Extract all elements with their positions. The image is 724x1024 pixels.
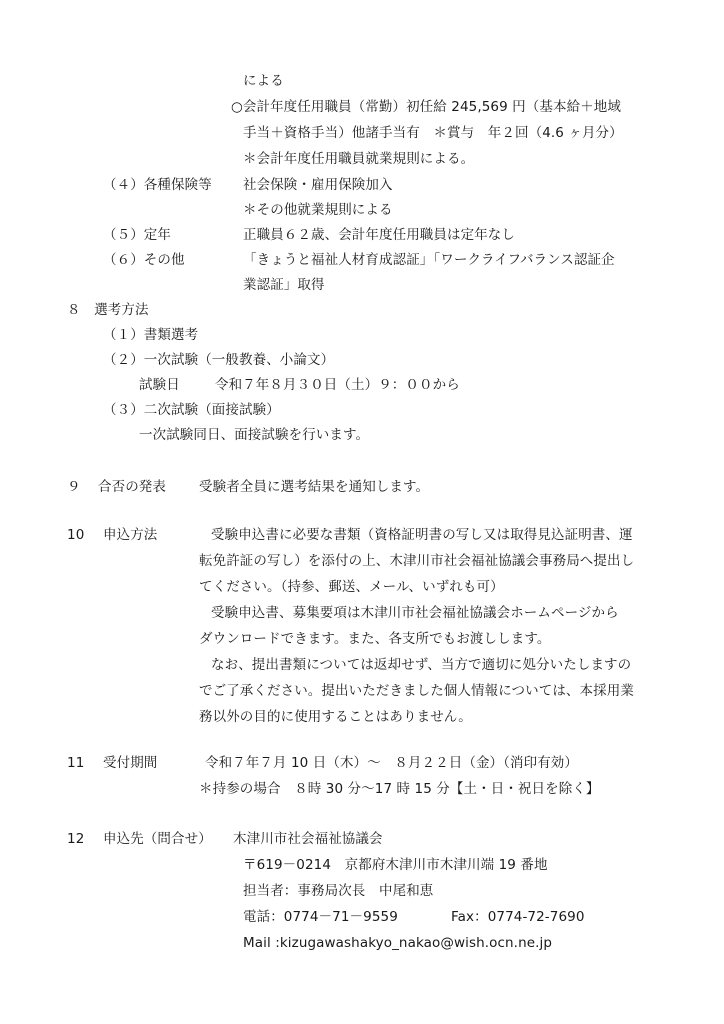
section-8-item-1: （１）書類選考 xyxy=(103,327,199,343)
section-10-line-7: でご了承ください。提出いただきました個人情報については、本採用業 xyxy=(199,683,634,699)
section-12-label: 申込先（問合せ） xyxy=(103,831,212,847)
section-10-line-6: なお、提出書類については返却せず、当方で適切に処分いたしますの xyxy=(211,657,632,673)
other-line-1: 「きょうと福祉人材育成認証」「ワークライフバランス認証企 xyxy=(243,252,615,268)
section-11-num: 11 xyxy=(67,755,85,771)
section-10-line-5: ダウンロードできます。また、各支所でもお渡しします。 xyxy=(199,631,551,647)
section-10-line-8: 務以外の目的に使用することはありません。 xyxy=(199,709,472,725)
contact-fax: Fax：0774-72-7690 xyxy=(451,909,585,925)
section-10-line-1: 受験申込書に必要な書類（資格証明書の写し又は取得見込証明書、運 xyxy=(211,527,633,543)
section-11-label: 受付期間 xyxy=(103,755,158,771)
section-9-label: 合否の発表 xyxy=(98,479,166,495)
section-8-title: ８ 選考方法 xyxy=(67,302,149,318)
contact-phone: 電話：0774－71－9559 xyxy=(243,909,398,925)
section-8-item-2: （２）一次試験（一般教養、小論文） xyxy=(103,352,335,368)
contact-email[interactable]: Mail :kizugawashakyo_nakao@wish.ocn.ne.jp xyxy=(243,935,553,951)
exam-date-label: 試験日 xyxy=(139,377,180,393)
section-8-item-3-note: 一次試験同日、面接試験を行います。 xyxy=(139,427,370,443)
retire-text: 正職員６２歳、会計年度任用職員は定年なし xyxy=(243,227,515,243)
section-9-num: ９ xyxy=(67,479,81,495)
section-12-num: 12 xyxy=(67,831,85,847)
insurance-label: （４）各種保険等 xyxy=(103,177,212,193)
salary-line-1: による xyxy=(243,73,284,89)
insurance-line-2: ＊その他就業規則による xyxy=(243,202,393,218)
insurance-line-1: 社会保険・雇用保険加入 xyxy=(243,177,393,193)
salary-line-3: 手当＋資格手当）他諸手当有 ＊賞与 年２回（4.6 ヶ月分） xyxy=(243,125,623,141)
salary-line-4: ＊会計年度任用職員就業規則による。 xyxy=(243,151,475,167)
contact-person: 担当者：事務局次長 中尾和恵 xyxy=(243,883,434,899)
retire-label: （５）定年 xyxy=(103,227,171,243)
section-10-line-4: 受験申込書、募集要項は木津川市社会福祉協議会ホームページから xyxy=(211,605,619,621)
other-line-2: 業認証」取得 xyxy=(243,277,325,293)
section-10-num: 10 xyxy=(67,527,85,543)
section-10-label: 申込方法 xyxy=(103,527,158,543)
section-8-item-3: （３）二次試験（面接試験） xyxy=(103,402,280,418)
contact-address: 〒619－0214 京都府木津川市木津川端 19 番地 xyxy=(243,857,548,873)
contact-organization: 木津川市社会福祉協議会 xyxy=(233,831,383,847)
section-10-line-2: 転免許証の写し）を添付の上、木津川市社会福祉協議会事務局へ提出し xyxy=(199,553,635,569)
section-9-text: 受験者全員に選考結果を通知します。 xyxy=(199,479,430,495)
section-11-line-1: 令和７年７月 10 日（木）～ ８月２２日（金）（消印有効） xyxy=(205,755,579,771)
section-10-line-3: てください。（持参、郵送、メール、いずれも可） xyxy=(199,579,504,595)
salary-line-2: ○会計年度任用職員（常勤）初任給 245,569 円（基本給＋地域 xyxy=(231,99,621,115)
exam-date: 令和７年８月３０日（土）９：００から xyxy=(215,377,460,393)
section-11-line-2: ＊持参の場合 ８時 30 分～17 時 15 分【土・日・祝日を除く】 xyxy=(199,781,600,797)
other-label: （６）その他 xyxy=(103,252,185,268)
